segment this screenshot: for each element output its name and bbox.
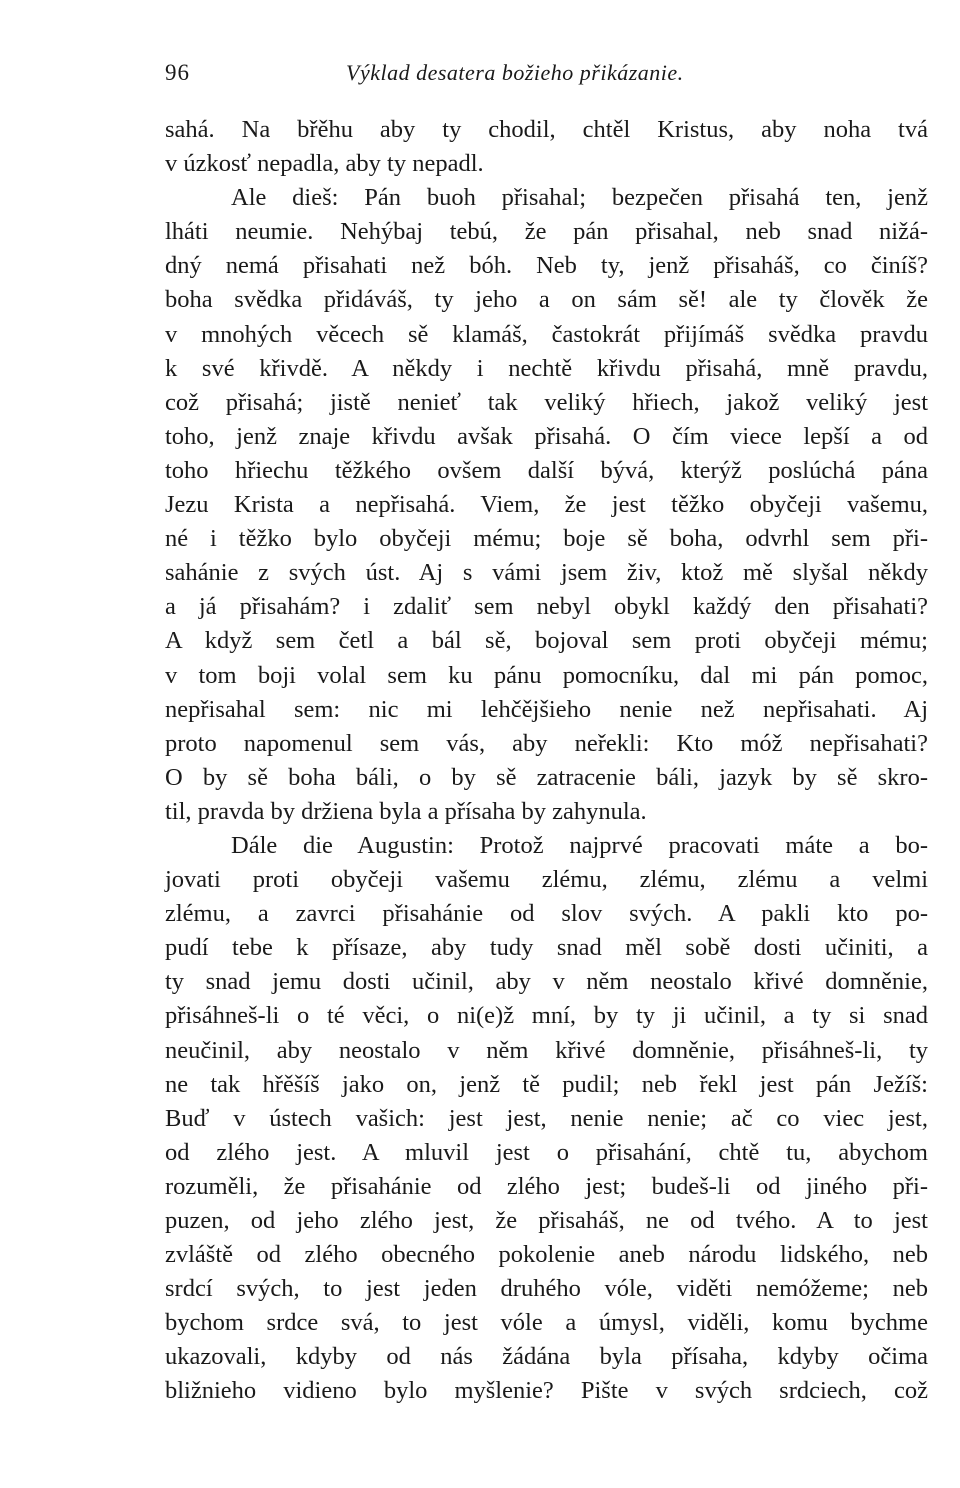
text-line: boha svědka přidáváš, ty jeho a on sám sě! ale ty člověk že [165,286,928,314]
text-line: rozuměli, že přisahánie od zlého jest; budeš-li od jiného při- [165,1172,928,1200]
text-line: srdcí svých, to jest jeden druhého vóle, viděti nemóžeme; neb [165,1275,928,1303]
text-line: k své křivdě. A někdy i nechtě křivdu přisahá, mně pravdu, [165,354,928,382]
text-line: neučinil, aby neostalo v něm křivé domněnie, přisáhneš-li, ty [165,1036,928,1064]
text-line: jovati proti obyčeji vašemu zlému, zlému, zlému a velmi [165,866,928,894]
text-line: sahá. Na břěhu aby ty chodil, chtěl Kristus, aby noha tvá [165,116,928,143]
text-line: puzen, od jeho zlého jest, že přisaháš, ne od tvého. A to jest [165,1207,928,1234]
text-line: sahánie z svých úst. Aj s vámi jsem živ, ktož mě slyšal někdy [165,559,928,587]
text-line: v úzkosť nepadla, aby ty nepadl. [165,150,484,178]
text-line: ukazovali, kdyby od nás žádána byla přísaha, kdyby očima [165,1343,928,1371]
text-line: v tom boji volal sem ku pánu pomocníku, dal mi pán pomoc, [165,661,928,689]
running-title: Výklad desatera božieho přikázanie. [346,60,684,85]
text-line: Ale dieš: Pán buoh přisahal; bezpečen přisahá ten, jenž [231,184,928,212]
text-line: Jezu Krista a nepřisahá. Viem, že jest těžko obyčeji vašemu, [165,491,928,519]
text-line: nepřisahal sem: nic mi lehčějšieho nenie než nepřisahati. Aj [165,695,928,723]
text-line: bližnieho vidieno bylo myšlenie? Pište v svých srdciech, což [165,1377,928,1405]
text-line: a já přisahám? i zdaliť sem nebyl obykl každý den přisahati? [165,593,928,621]
text-line: Dále die Augustin: Protož najprvé pracovati máte a bo- [231,831,928,859]
text-line: zvláště od zlého obecného pokolenie aneb národu lidského, neb [165,1241,928,1269]
text-line: O by sě boha báli, o by sě zatracenie báli, jazyk by sě skro- [165,763,928,791]
page-number: 96 [165,60,190,85]
text-line: což přisahá; jistě nenieť tak veliký hřiech, jakož veliký jest [165,388,928,416]
text-line: né i těžko bylo obyčeji mému; boje sě boha, odvrhl sem při- [165,525,928,553]
running-header [165,60,928,94]
text-line: Buď v ústech vašich: jest jest, nenie nenie; ač co viec jest, [165,1104,928,1132]
text-line: ty snad jemu dosti učinil, aby v něm neostalo křivé domněnie, [165,968,928,996]
text-line: pudí tebe k přísaze, aby tudy snad měl sobě dosti učiniti, a [165,934,928,962]
text-line: přisáhneš-li o té věci, o ni(e)ž mní, by ty ji učinil, a ty si snad [165,1002,928,1030]
text-line: od zlého jest. A mluvil jest o přisahání, chtě tu, abychom [165,1138,928,1166]
text-line: til, pravda by držiena byla a přísaha by zahynula. [165,797,647,825]
text-line: toho hřiechu těžkého ovšem další bývá, kterýž poslúchá pána [165,456,928,484]
text-line: A když sem četl a bál sě, bojoval sem proti obyčeji mému; [165,627,928,655]
text-line: dný nemá přisahati než bóh. Neb ty, jenž přisaháš, co činíš? [165,252,928,280]
text-line: v mnohých věcech sě klamáš, častokrát přijímáš svědka pravdu [165,320,928,348]
text-line: lháti neumie. Nehýbaj tebú, že pán přisahal, neb snad nižá- [165,218,928,246]
text-line: toho, jenž znaje křivdu avšak přisahá. O čím viece lepší a od [165,422,928,450]
text-line: proto napomenul sem vás, aby neřekli: Kto móž nepřisahati? [165,729,928,757]
text-line: bychom srdce svá, to jest vóle a úmysl, viděli, komu bychme [165,1309,928,1337]
text-line: ne tak hřěšíš jako on, jenž tě pudil; neb řekl jest pán Ježíš: [165,1070,928,1098]
body-text [165,113,928,1409]
text-line: zlému, a zavrci přisahánie od slov svých. A pakli kto po- [165,900,928,928]
